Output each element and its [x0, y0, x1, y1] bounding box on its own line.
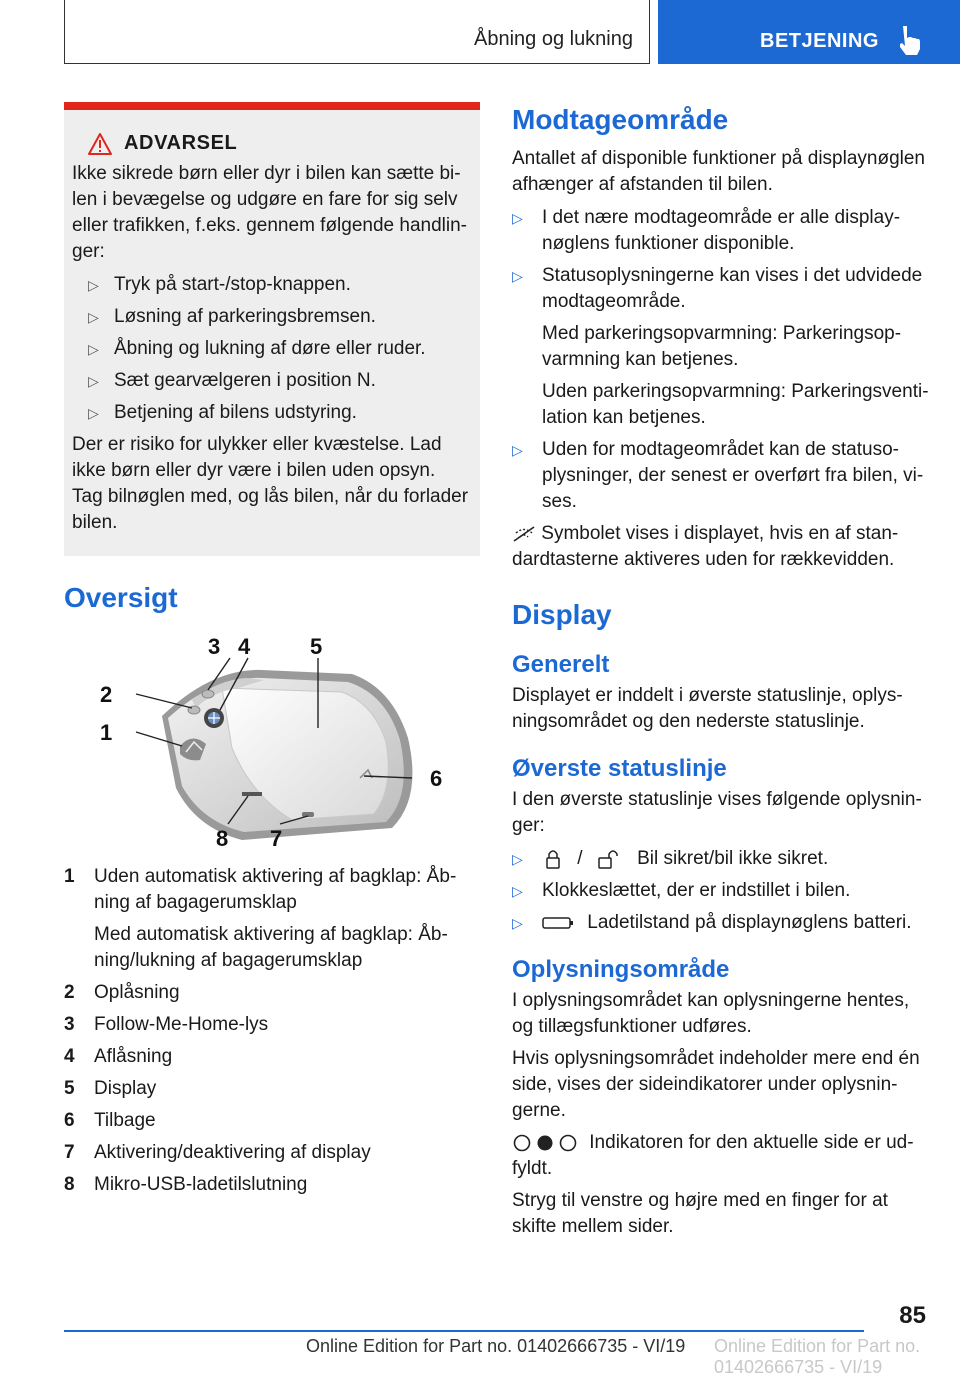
info-area-p3: Stryg til venstre og højre med en finger for at skifte mellem sider.: [512, 1190, 888, 1237]
general-text: Displayet er inddelt i øverste statuslinje, oplysningsområdet og den nederste statuslinje.: [512, 685, 903, 732]
page-indicator-note: Indikatoren for den aktuelle side er udfyldt.: [512, 1132, 914, 1179]
callout-2: 2: [100, 682, 113, 707]
list-item: ▷ / Bil sikret/bil ikke sikret.: [512, 846, 932, 872]
bullet-triangle-icon: ▷: [512, 442, 523, 458]
info-area-p2: Hvis oplysningsområdet indeholder mere end én side, vises der sideindikatorer under oplysningerne.: [512, 1048, 920, 1121]
list-item: ▷ Statusoplysningerne kan vises i det udvidede modtageområde. Med parkeringsopvarmning: Parkeringsopvarmning kan betjenes. Uden parkeringsopvarmning: Parkeringsventilation kan betjenes.: [512, 265, 929, 428]
list-item: ▷ Betjening af bilens udstyring.: [72, 400, 470, 426]
list-item: 1 Uden automatisk aktivering af bagklap: Åbning af bagagerumsklap Med automatisk aktivering af bagklap: Åbning/lukning af bagagerumsklap: [64, 864, 480, 974]
callout-5: 5: [310, 634, 323, 659]
bullet-triangle-icon: ▷: [512, 210, 523, 226]
item-number: 2: [64, 982, 75, 1003]
pointing-hand-icon: [894, 24, 924, 56]
bullet-triangle-icon: ▷: [88, 277, 99, 293]
list-item: 4 Aflåsning: [64, 1044, 480, 1070]
display-heading: Display: [512, 599, 612, 630]
list-item: ▷ Ladetilstand på displaynøglens batteri.: [512, 910, 932, 936]
callout-6: 6: [430, 766, 443, 791]
list-item: ▷ Uden for modtageområdet kan de statusoplysninger, der senest er overført fra bilen, vises.: [512, 439, 924, 512]
warning-title: ADVARSEL: [124, 132, 238, 154]
top-status-intro: I den øverste statuslinje vises følgende oplysninger:: [512, 789, 922, 836]
list-item: ▷ Løsning af parkeringsbremsen.: [72, 304, 470, 330]
footer-watermark: Online Edition for Part no. 01402666735 - VI/19: [714, 1336, 921, 1377]
left-column: [64, 102, 480, 1204]
lock-separator: /: [577, 848, 583, 869]
list-item: 7 Aktivering/deaktivering af display: [64, 1140, 480, 1166]
warning-header: [88, 132, 470, 155]
item-number: 8: [64, 1174, 75, 1195]
list-item: ▷ Sæt gearvælgeren i position N.: [72, 368, 470, 394]
top-status-list: [512, 846, 932, 936]
callout-1: 1: [100, 720, 113, 745]
right-column: [512, 100, 932, 1240]
bullet-triangle-icon: ▷: [88, 405, 99, 421]
callout-3: 3: [208, 634, 221, 659]
display-key-figure: [92, 628, 452, 850]
info-area-heading: Oplysningsområde: [512, 956, 730, 983]
item-number: 3: [64, 1014, 75, 1035]
warning-outro: Der er risiko for ulykker eller kvæstelse. Lad ikke børn eller dyr være i bilen uden opsyn. Tag bilnøglen med, og lås bilen, når du forlader bilen.: [72, 434, 469, 533]
warning-box: [64, 102, 480, 556]
list-item: 5 Display: [64, 1076, 480, 1102]
item-number: 5: [64, 1078, 75, 1099]
chapter-tab[interactable]: [658, 0, 960, 64]
reception-list: [512, 205, 932, 515]
footer-divider: [64, 1330, 864, 1332]
list-item: 3 Follow-Me-Home-lys: [64, 1012, 480, 1038]
list-item: 8 Mikro-USB-ladetilslutning: [64, 1172, 480, 1198]
lock-closed-icon: [542, 848, 564, 870]
bullet-triangle-icon: ▷: [512, 915, 523, 931]
callout-8: 8: [216, 826, 229, 851]
bullet-triangle-icon: ▷: [512, 883, 523, 899]
bullet-triangle-icon: ▷: [512, 851, 523, 867]
header-section-box: [64, 0, 650, 64]
item-number: 1: [64, 866, 75, 887]
bullet-triangle-icon: ▷: [88, 373, 99, 389]
battery-icon: [542, 916, 574, 930]
general-heading: Generelt: [512, 651, 610, 678]
list-item: 2 Oplåsning: [64, 980, 480, 1006]
callout-7: 7: [270, 826, 283, 851]
overview-heading: Oversigt: [64, 582, 178, 613]
item-number: 4: [64, 1046, 75, 1067]
symbol-note: Symbolet vises i displayet, hvis en af standardtasterne aktiveres uden for rækkevidden.: [512, 523, 899, 570]
callout-4: 4: [238, 634, 251, 659]
reception-intro: Antallet af disponible funktioner på displaynøglen afhænger af afstanden til bilen.: [512, 148, 925, 195]
bullet-triangle-icon: ▷: [88, 309, 99, 325]
no-signal-icon: [512, 525, 536, 543]
list-item: ▷ Tryk på start-/stop-knappen.: [72, 272, 470, 298]
warning-list: [72, 272, 470, 426]
item-number: 7: [64, 1142, 75, 1163]
list-item: ▷ Klokkeslættet, der er indstillet i bilen.: [512, 878, 932, 904]
page-indicator-icon: [512, 1133, 578, 1153]
chapter-tab-label: BETJENING: [760, 30, 879, 52]
reception-heading: Modtageområde: [512, 104, 729, 135]
bullet-triangle-icon: ▷: [88, 341, 99, 357]
overview-legend-list: [64, 864, 480, 1198]
lock-open-icon: [596, 848, 624, 870]
item-number: 6: [64, 1110, 75, 1131]
section-title: Åbning og lukning: [473, 28, 633, 50]
info-area-p1: I oplysningsområdet kan oplysningerne hentes, og tillægsfunktioner udføres.: [512, 990, 910, 1037]
footer-edition: Online Edition for Part no. 01402666735 - VI/19: [306, 1336, 686, 1356]
list-item: ▷ Åbning og lukning af døre eller ruder.: [72, 336, 470, 362]
warning-intro: Ikke sikrede børn eller dyr i bilen kan sætte bilen i bevægelse og udgøre en fare for sig selv eller trafikken, f.eks. gennem følgende handlinger:: [72, 163, 467, 262]
list-item: 6 Tilbage: [64, 1108, 480, 1134]
bullet-triangle-icon: ▷: [512, 268, 523, 284]
display-key-illustration: [92, 628, 452, 850]
page-number: 85: [899, 1302, 926, 1329]
list-item: ▷ I det nære modtageområde er alle displaynøglens funktioner disponible.: [512, 207, 901, 254]
top-status-heading: Øverste statuslinje: [512, 755, 727, 782]
warning-triangle-icon: [88, 133, 112, 155]
